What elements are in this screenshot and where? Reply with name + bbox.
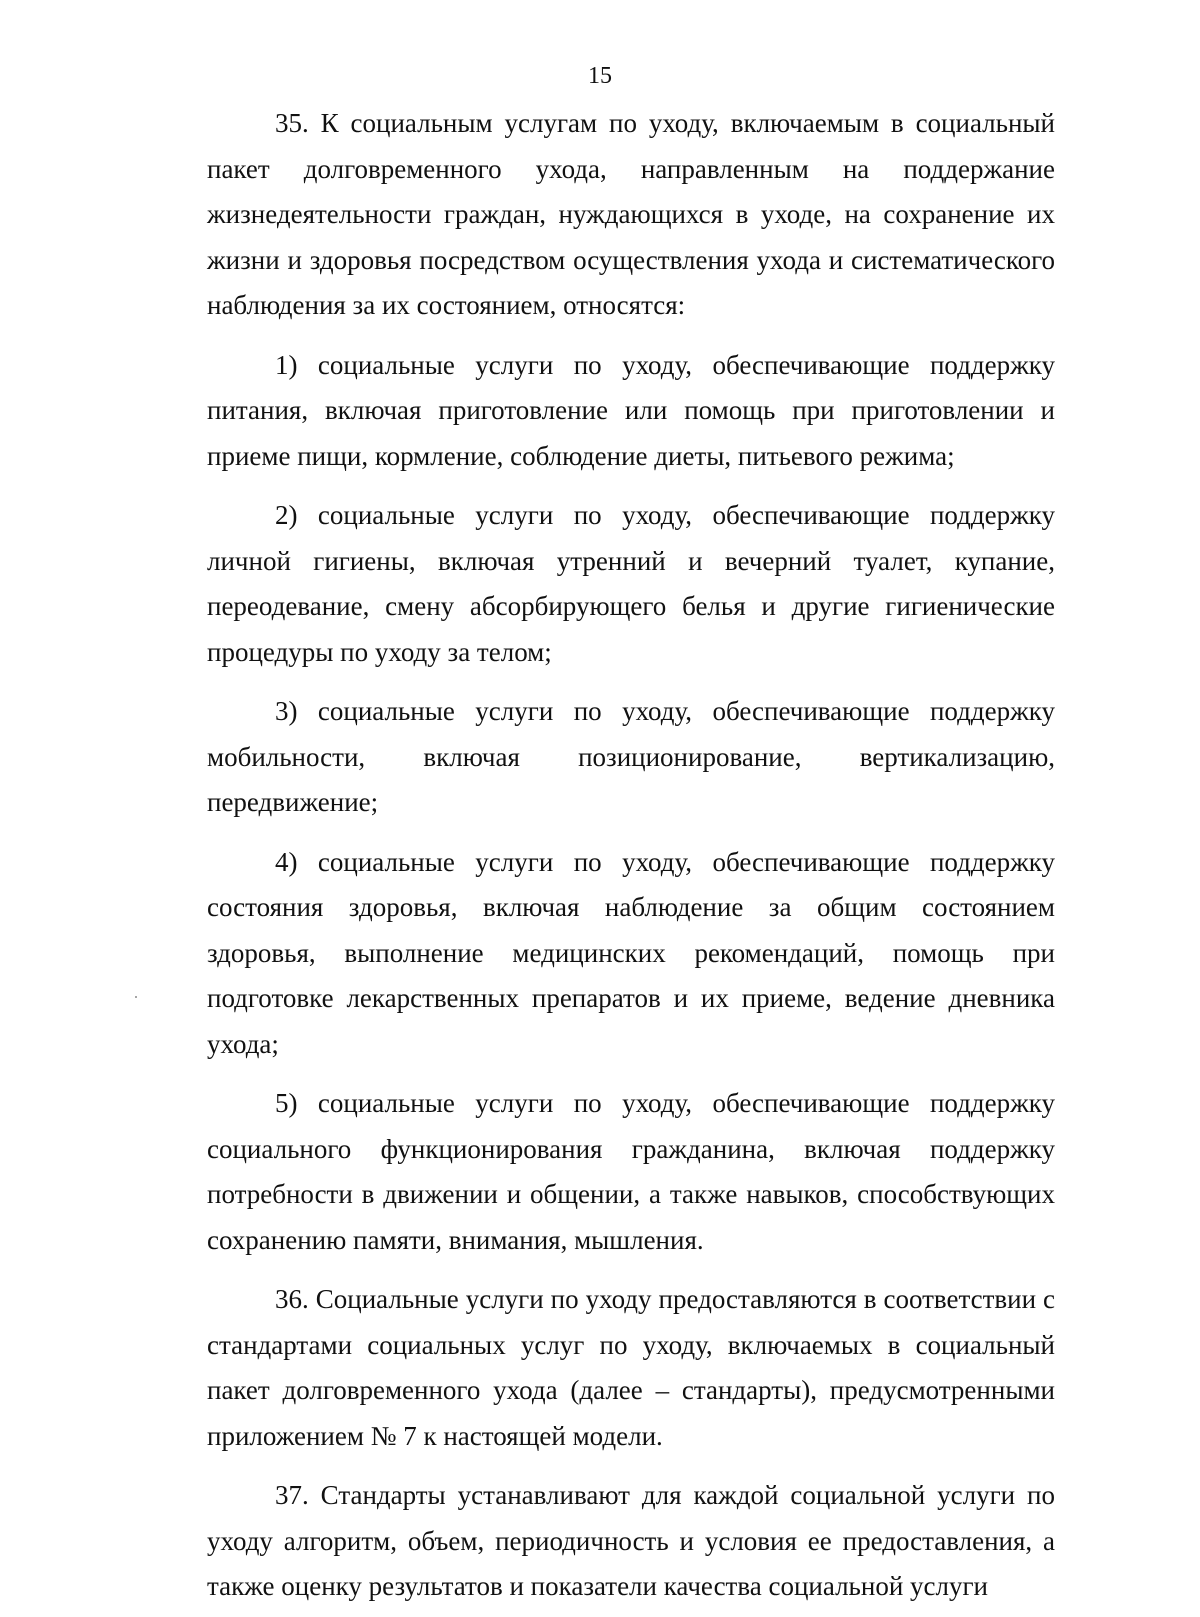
document-body <box>207 101 1055 1610</box>
paragraph-35: 35. К социальным услугам по уходу, включаемым в социальный пакет долговременного ухода, направленным на поддержание жизнедеятельности граждан, нуждающихся в уходе, на сохранение их жизни и здоровья посредством осуществления ухода и систематического наблюдения за их состоянием, относятся: <box>207 108 1055 320</box>
list-item-1: 1) социальные услуги по уходу, обеспечивающие поддержку питания, включая приготовление или помощь при приготовлении и приеме пищи, кормление, соблюдение диеты, питьевого режима; <box>207 349 1055 471</box>
list-item-5: 5) социальные услуги по уходу, обеспечивающие поддержку социального функционирования гражданина, включая поддержку потребности в движении и общении, а также навыков, способствующих сохранению памяти, внимания, мышления. <box>207 1088 1055 1255</box>
paragraph-36: 36. Социальные услуги по уходу предоставляются в соответствии с стандартами социальных услуг по уходу, включаемых в социальный пакет долговременного ухода (далее – стандарты), предусмотренными приложением № 7 к настоящей модели. <box>207 1284 1055 1451</box>
list-item-4: 4) социальные услуги по уходу, обеспечивающие поддержку состояния здоровья, включая наблюдение за общим состоянием здоровья, выполнение медицинских рекомендаций, помощь при подготовке лекарственных препаратов и их приеме, ведение дневника ухода; <box>207 846 1055 1059</box>
scan-speck <box>135 996 137 998</box>
paragraph-37: 37. Стандарты устанавливают для каждой социальной услуги по уходу алгоритм, объем, периодичность и условия ее предоставления, а также оценку результатов и показатели качества социальной услуги <box>207 1480 1055 1601</box>
page-number: 15 <box>588 63 612 89</box>
list-item-2: 2) социальные услуги по уходу, обеспечивающие поддержку личной гигиены, включая утренний и вечерний туалет, купание, переодевание, смену абсорбирующего белья и другие гигиенические процедуры по уходу за телом; <box>207 500 1055 667</box>
list-item-3: 3) социальные услуги по уходу, обеспечивающие поддержку мобильности, включая позиционирование, вертикализацию, передвижение; <box>207 696 1055 817</box>
